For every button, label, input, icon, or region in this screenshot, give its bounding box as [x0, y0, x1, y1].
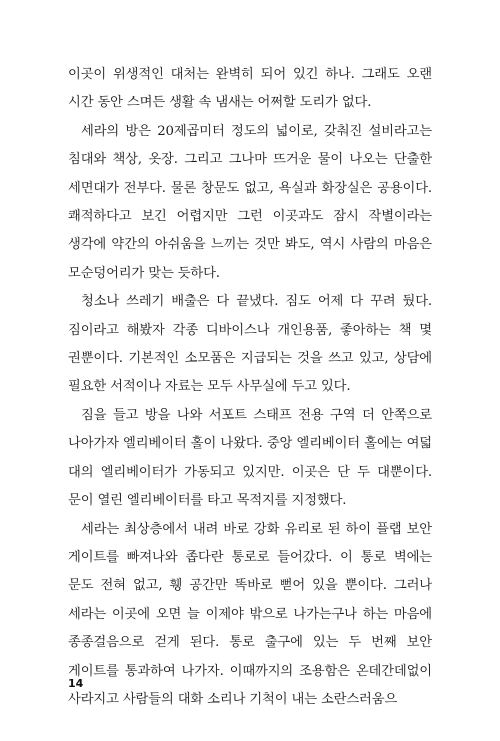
paragraph: 짐을 들고 방을 나와 서포트 스태프 전용 구역 더 안쪽으로 나아가자 엘리베이터 홀이 나왔다. 중앙 엘리베이터 홀에는 여덟 대의 엘리베이터가 가동되고 있지만. 이곳은 단 두 대뿐이다. 문이 열린 엘리베이터를 타고 목적지를 지정했다. — [68, 407, 432, 509]
paragraph: 이곳이 위생적인 대처는 완벽히 되어 있긴 하나. 그래도 오랜 시간 동안 스며든 생활 속 냄새는 어쩌할 도리가 없다. — [68, 67, 432, 111]
paragraph: 세라의 방은 20제곱미터 정도의 넓이로, 갖춰진 설비라고는 침대와 책상, 옷장. 그리고 그나마 뜨거운 물이 나오는 단출한 세면대가 전부다. 물론 창문도 없고, 욕실과 화장실은 공용이다. 쾌적하다고 보긴 어렵지만 그런 이곳과도 잠시 작별이라는 생각에 약간의 아쉬움을 느끼는 것만 봐도, 역시 사람의 마음은 모순덩어리가 맞는 듯하다. — [68, 123, 432, 281]
paragraph: 청소나 쓰레기 배출은 다 끝냈다. 짐도 어제 다 꾸려 뒀다. 짐이라고 해봤자 각종 디바이스나 개인용품, 좋아하는 책 몇 권뿐이다. 기본적인 소모품은 지급되는 것을 쓰고 있고, 상담에 필요한 서적이나 자료는 모두 사무실에 두고 있다. — [68, 294, 432, 395]
paragraph: 세라는 최상층에서 내려 바로 강화 유리로 된 하이 플랩 보안 게이트를 빠져나와 좁다란 통로로 들어갔다. 이 통로 벽에는 문도 전혀 없고, 휑 공간만 똑바로 뻗어 있을 뿐이다. 그러나 세라는 이곳에 오면 늘 이제야 밖으로 나가는구나 하는 마음에 종종걸음으로 걷게 된다. 통로 출구에 있는 두 번째 보안 게이트를 통과하여 나가자. 이때까지의 조용함은 온데간데없이 사라지고 사람들의 대화 소리나 기척이 내는 소란스러움으 — [68, 521, 432, 707]
page-number: 14 — [68, 677, 84, 690]
body-text — [68, 61, 432, 714]
